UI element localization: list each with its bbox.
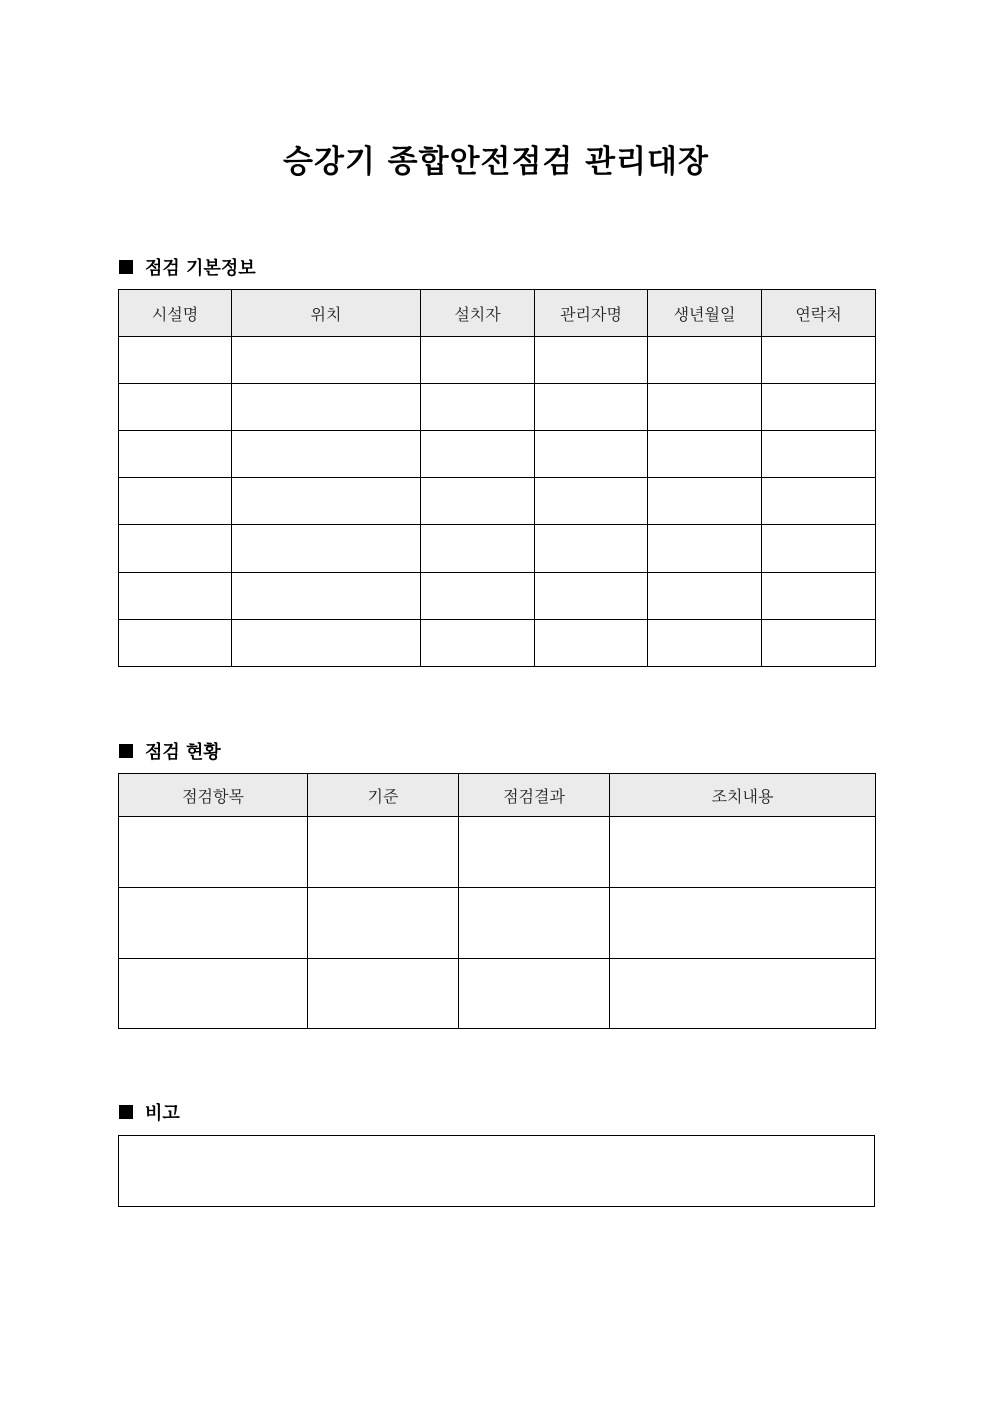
table-cell[interactable]	[535, 431, 648, 478]
square-bullet-icon	[119, 744, 133, 758]
section-heading-remarks	[119, 1099, 180, 1125]
column-header-inspection-result: 점검결과	[459, 774, 610, 817]
table-cell[interactable]	[610, 817, 876, 888]
table-cell[interactable]	[762, 337, 876, 384]
table-row	[119, 337, 876, 384]
table-cell[interactable]	[648, 384, 762, 431]
table-cell[interactable]	[459, 817, 610, 888]
table-cell[interactable]	[232, 384, 421, 431]
table-cell[interactable]	[762, 384, 876, 431]
table-cell[interactable]	[421, 573, 535, 620]
table-cell[interactable]	[119, 525, 232, 573]
table-row	[119, 573, 876, 620]
table-row	[119, 959, 876, 1029]
table-cell[interactable]	[762, 620, 876, 667]
table-cell[interactable]	[648, 525, 762, 573]
table-cell[interactable]	[308, 959, 459, 1029]
section-heading-status	[119, 738, 221, 764]
table-cell[interactable]	[308, 817, 459, 888]
table-cell[interactable]	[119, 573, 232, 620]
column-header-inspection-item: 점검항목	[119, 774, 308, 817]
inspection-status-table	[118, 773, 876, 1029]
column-header-standard: 기준	[308, 774, 459, 817]
table-cell[interactable]	[762, 573, 876, 620]
table-cell[interactable]	[119, 959, 308, 1029]
basic-info-table	[118, 289, 876, 667]
table-cell[interactable]	[648, 431, 762, 478]
column-header-birthdate: 생년월일	[648, 290, 762, 337]
square-bullet-icon	[119, 260, 133, 274]
table-cell[interactable]	[421, 431, 535, 478]
column-header-action-taken: 조치내용	[610, 774, 876, 817]
table-cell[interactable]	[119, 478, 232, 525]
section-heading-label: 점검 현황	[145, 742, 221, 763]
table-cell[interactable]	[459, 888, 610, 959]
column-header-manager-name: 관리자명	[535, 290, 648, 337]
section-heading-label: 점검 기본정보	[145, 258, 256, 279]
table-header-row	[119, 774, 876, 817]
table-cell[interactable]	[119, 431, 232, 478]
table-row	[119, 888, 876, 959]
table-cell[interactable]	[421, 384, 535, 431]
table-cell[interactable]	[421, 478, 535, 525]
table-cell[interactable]	[459, 959, 610, 1029]
table-cell[interactable]	[648, 478, 762, 525]
table-row	[119, 431, 876, 478]
table-row	[119, 817, 876, 888]
table-cell[interactable]	[232, 525, 421, 573]
column-header-location: 위치	[232, 290, 421, 337]
table-cell[interactable]	[648, 620, 762, 667]
table-cell[interactable]	[610, 888, 876, 959]
table-cell[interactable]	[762, 525, 876, 573]
table-row	[119, 478, 876, 525]
table-cell[interactable]	[610, 959, 876, 1029]
table-cell[interactable]	[535, 337, 648, 384]
remarks-box[interactable]	[118, 1135, 875, 1207]
table-cell[interactable]	[308, 888, 459, 959]
column-header-installer: 설치자	[421, 290, 535, 337]
table-cell[interactable]	[762, 478, 876, 525]
table-cell[interactable]	[535, 525, 648, 573]
table-cell[interactable]	[119, 817, 308, 888]
table-cell[interactable]	[535, 620, 648, 667]
table-cell[interactable]	[232, 478, 421, 525]
table-cell[interactable]	[119, 337, 232, 384]
table-cell[interactable]	[421, 620, 535, 667]
table-cell[interactable]	[421, 337, 535, 384]
table-cell[interactable]	[648, 337, 762, 384]
table-row	[119, 525, 876, 573]
column-header-contact: 연락처	[762, 290, 876, 337]
table-cell[interactable]	[535, 478, 648, 525]
table-row	[119, 384, 876, 431]
table-cell[interactable]	[762, 431, 876, 478]
page-title: 승강기 종합안전점검 관리대장	[283, 144, 709, 180]
table-cell[interactable]	[232, 620, 421, 667]
table-cell[interactable]	[535, 384, 648, 431]
table-cell[interactable]	[232, 431, 421, 478]
table-header-row	[119, 290, 876, 337]
table-row	[119, 620, 876, 667]
table-cell[interactable]	[421, 525, 535, 573]
table-cell[interactable]	[119, 384, 232, 431]
column-header-facility-name: 시설명	[119, 290, 232, 337]
table-cell[interactable]	[119, 620, 232, 667]
section-heading-label: 비고	[145, 1103, 180, 1124]
table-cell[interactable]	[648, 573, 762, 620]
table-cell[interactable]	[119, 888, 308, 959]
table-cell[interactable]	[232, 573, 421, 620]
section-heading-basic-info	[119, 254, 256, 280]
table-cell[interactable]	[535, 573, 648, 620]
square-bullet-icon	[119, 1105, 133, 1119]
table-cell[interactable]	[232, 337, 421, 384]
